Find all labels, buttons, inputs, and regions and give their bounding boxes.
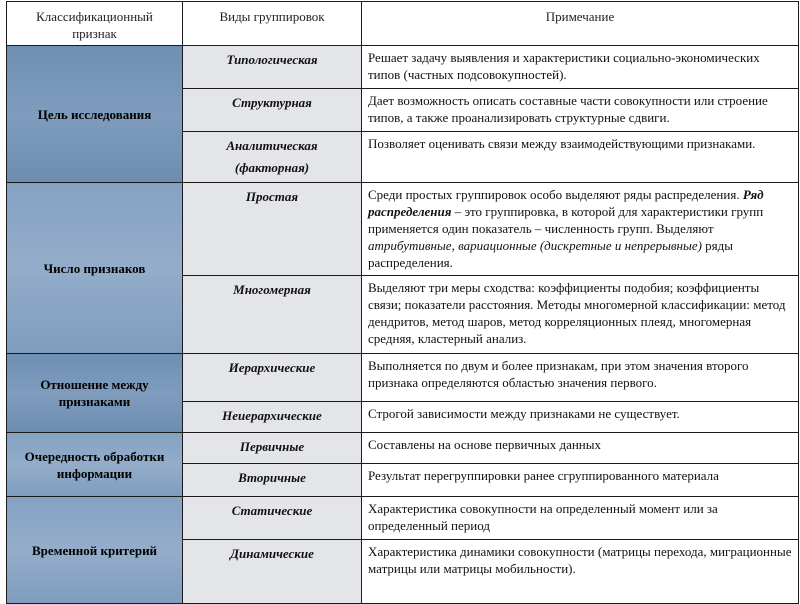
type-cell: Простая <box>183 183 362 276</box>
table-row <box>7 354 799 402</box>
note-cell: Дает возможность описать составные части совокупности или строение типов, а также проанализировать структурные сдвиги. <box>362 89 799 132</box>
note-emphasis: атрибутивные, вариационные (дискретные и непрерывные) <box>368 238 702 253</box>
note-text: – это группировка, в которой для характеристики групп применяется один показатель – численность групп. Выделяют <box>368 204 764 236</box>
type-cell: Многомерная <box>183 276 362 354</box>
header-criterion: Классификационный признак <box>7 2 183 46</box>
criterion-cell: Очередность обработки информации <box>7 433 183 497</box>
note-text: ряды распределения. <box>368 238 733 270</box>
type-cell: Первичные <box>183 433 362 464</box>
criterion-cell: Временной критерий <box>7 497 183 604</box>
type-cell: Иерархические <box>183 354 362 402</box>
note-cell: Выполняется по двум и более признакам, при этом значения второго признака определяются областью значения первого. <box>362 354 799 402</box>
table-row <box>7 497 799 540</box>
type-cell: Типологическая <box>183 46 362 89</box>
type-cell: Структурная <box>183 89 362 132</box>
type-cell: Статические <box>183 497 362 540</box>
table-row <box>7 183 799 276</box>
type-cell: Вторичные <box>183 464 362 497</box>
note-term: Ряд распределения <box>368 187 764 219</box>
table-row <box>7 433 799 464</box>
criterion-cell: Цель исследования <box>7 46 183 183</box>
note-cell: Характеристика совокупности на определенный момент или за определенный период <box>362 497 799 540</box>
header-types: Виды группировок <box>183 2 362 46</box>
type-cell: Неиерархические <box>183 402 362 433</box>
note-cell: Решает задачу выявления и характеристики социально-экономических типов (частных подсовокупностей). <box>362 46 799 89</box>
header-note: Примечание <box>362 2 799 46</box>
note-cell <box>362 183 799 276</box>
note-text: Среди простых группировок особо выделяют ряды распределения. <box>368 187 743 202</box>
note-cell: Результат перегруппировки ранее сгруппированного материала <box>362 464 799 497</box>
type-cell: Динамические <box>183 540 362 604</box>
header-row <box>7 2 799 46</box>
criterion-cell: Отношение между признаками <box>7 354 183 433</box>
criterion-cell: Число признаков <box>7 183 183 354</box>
table-row <box>7 46 799 89</box>
type-cell: Аналитическая (факторная) <box>183 132 362 183</box>
note-cell: Выделяют три меры сходства: коэффициенты подобия; коэффициенты связи; показатели расстояния. Методы многомерной классификации: метод дендритов, метод шаров, метод корреляционных плеяд, многомерная средняя, кластерный анализ. <box>362 276 799 354</box>
note-cell: Характеристика динамики совокупности (матрицы перехода, миграционные матрицы или матрицы мобильности). <box>362 540 799 604</box>
note-cell: Строгой зависимости между признаками не существует. <box>362 402 799 433</box>
note-cell: Составлены на основе первичных данных <box>362 433 799 464</box>
note-cell: Позволяет оценивать связи между взаимодействующими признаками. <box>362 132 799 183</box>
groupings-table <box>6 1 799 604</box>
